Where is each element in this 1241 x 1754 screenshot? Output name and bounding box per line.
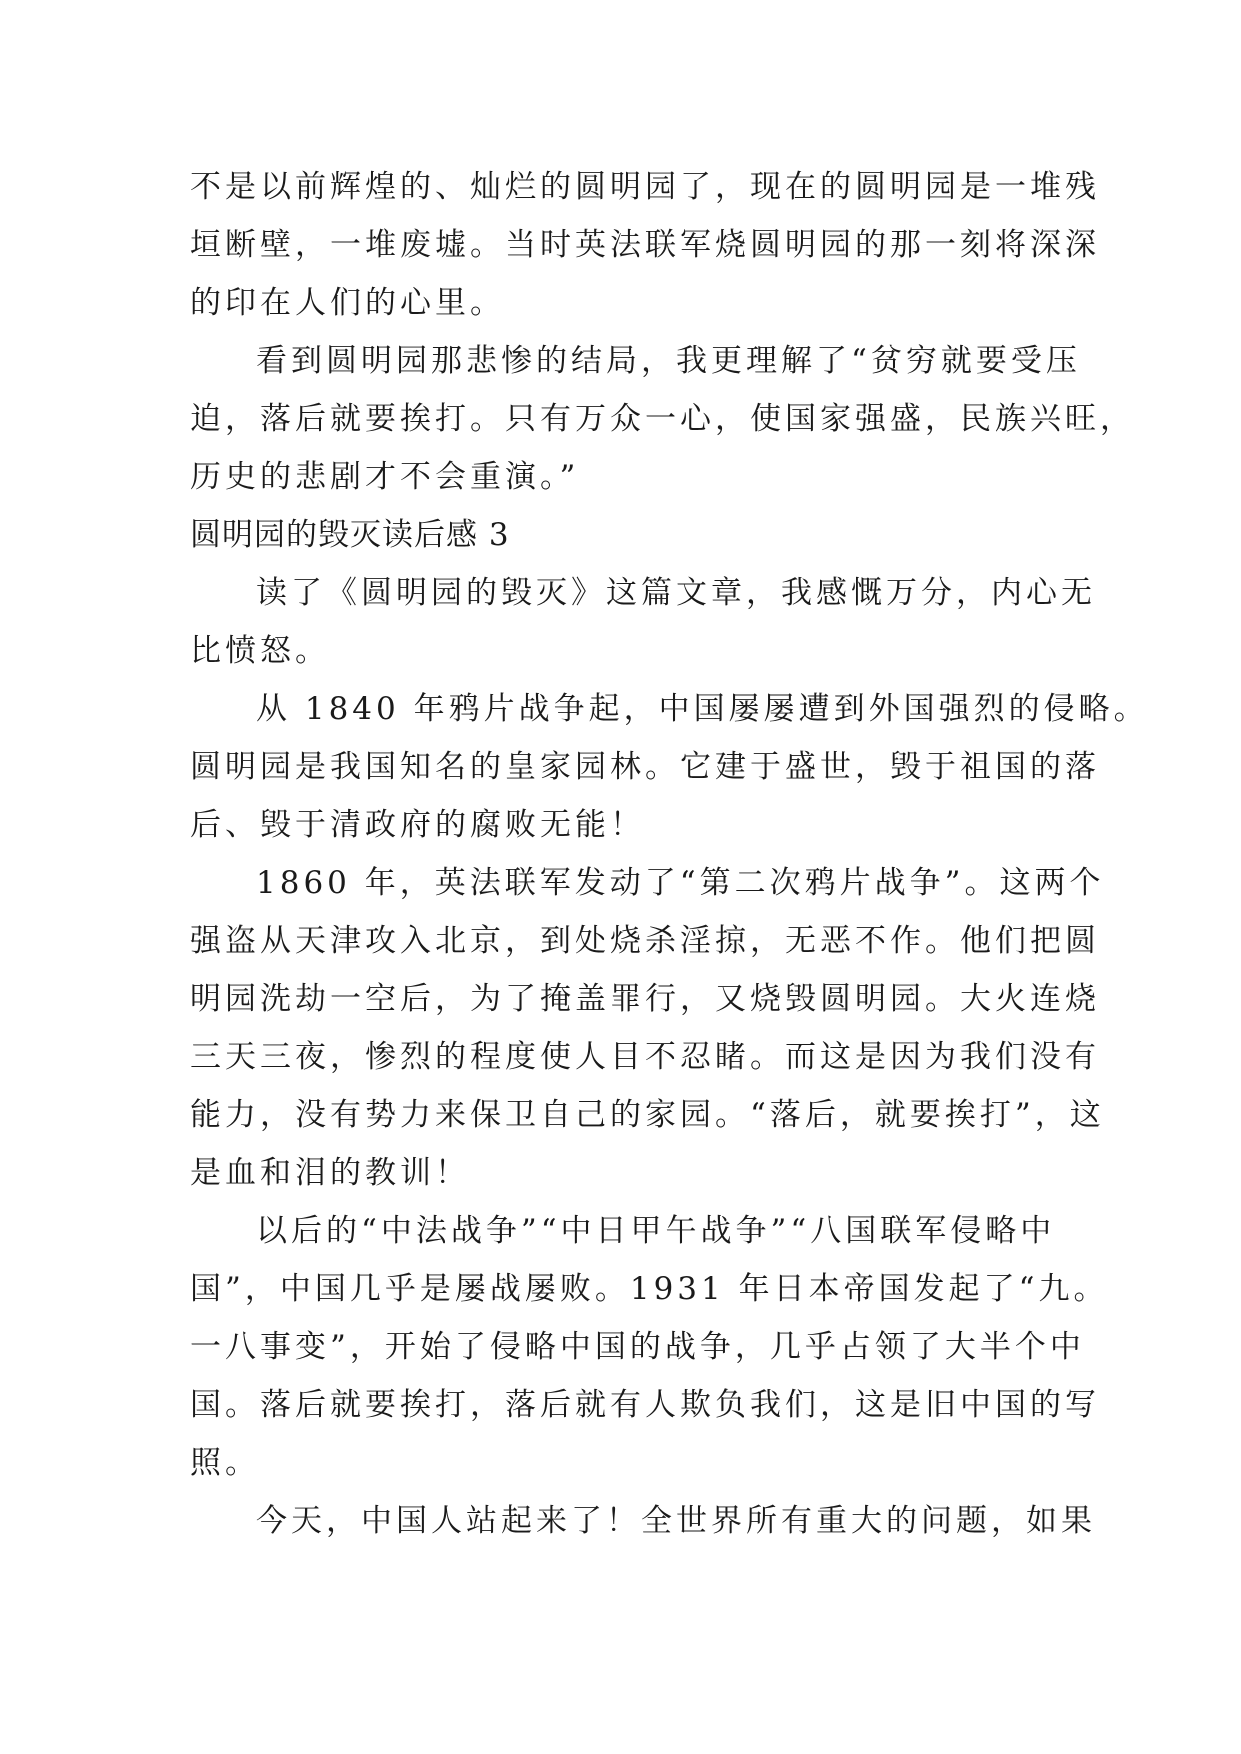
text-line: 圆明园是我国知名的皇家园林。它建于盛世，毁于祖国的落 (190, 749, 1100, 785)
text-line: 比愤怒。 (190, 633, 330, 669)
text-line: 强盗从天津攻入北京，到处烧杀淫掠，无恶不作。他们把圆 (190, 923, 1100, 959)
text-line: 国”，中国几乎是屡战屡败。1931 年日本帝国发起了“九。 (190, 1271, 1109, 1307)
text-line: 以后的“中法战争”“中日甲午战争”“八国联军侵略中 (256, 1213, 1056, 1249)
text-line: 看到圆明园那悲惨的结局，我更理解了“贫穷就要受压 (256, 343, 1081, 379)
text-line: 是血和泪的教训！ (190, 1155, 470, 1191)
text-line: 1860 年，英法联军发动了“第二次鸦片战争”。这两个 (256, 865, 1105, 901)
text-line: 今天，中国人站起来了！全世界所有重大的问题，如果 (256, 1503, 1096, 1539)
text-line: 历史的悲剧才不会重演。” (190, 459, 580, 495)
text-line: 一八事变”，开始了侵略中国的战争，几乎占领了大半个中 (190, 1329, 1085, 1365)
text-line: 读了《圆明园的毁灭》这篇文章，我感慨万分，内心无 (256, 575, 1096, 611)
text-line: 的印在人们的心里。 (190, 285, 505, 321)
text-line: 三天三夜，惨烈的程度使人目不忍睹。而这是因为我们没有 (190, 1039, 1100, 1075)
text-line: 迫，落后就要挨打。只有万众一心，使国家强盛，民族兴旺， (190, 401, 1135, 437)
section-heading: 圆明园的毁灭读后感 3 (190, 517, 510, 553)
text-line: 能力，没有势力来保卫自己的家园。“落后，就要挨打”，这 (190, 1097, 1105, 1133)
text-line: 国。落后就要挨打，落后就有人欺负我们，这是旧中国的写 (190, 1387, 1100, 1423)
text-line: 从 1840 年鸦片战争起，中国屡屡遭到外国强烈的侵略。 (256, 691, 1149, 727)
text-line: 不是以前辉煌的、灿烂的圆明园了，现在的圆明园是一堆残 (190, 169, 1100, 205)
text-line: 明园洗劫一空后，为了掩盖罪行，又烧毁圆明园。大火连烧 (190, 981, 1100, 1017)
text-line: 照。 (190, 1445, 260, 1481)
text-line: 垣断壁，一堆废墟。当时英法联军烧圆明园的那一刻将深深 (190, 227, 1100, 263)
text-line: 后、毁于清政府的腐败无能！ (190, 807, 645, 843)
document-body (190, 158, 1149, 1550)
